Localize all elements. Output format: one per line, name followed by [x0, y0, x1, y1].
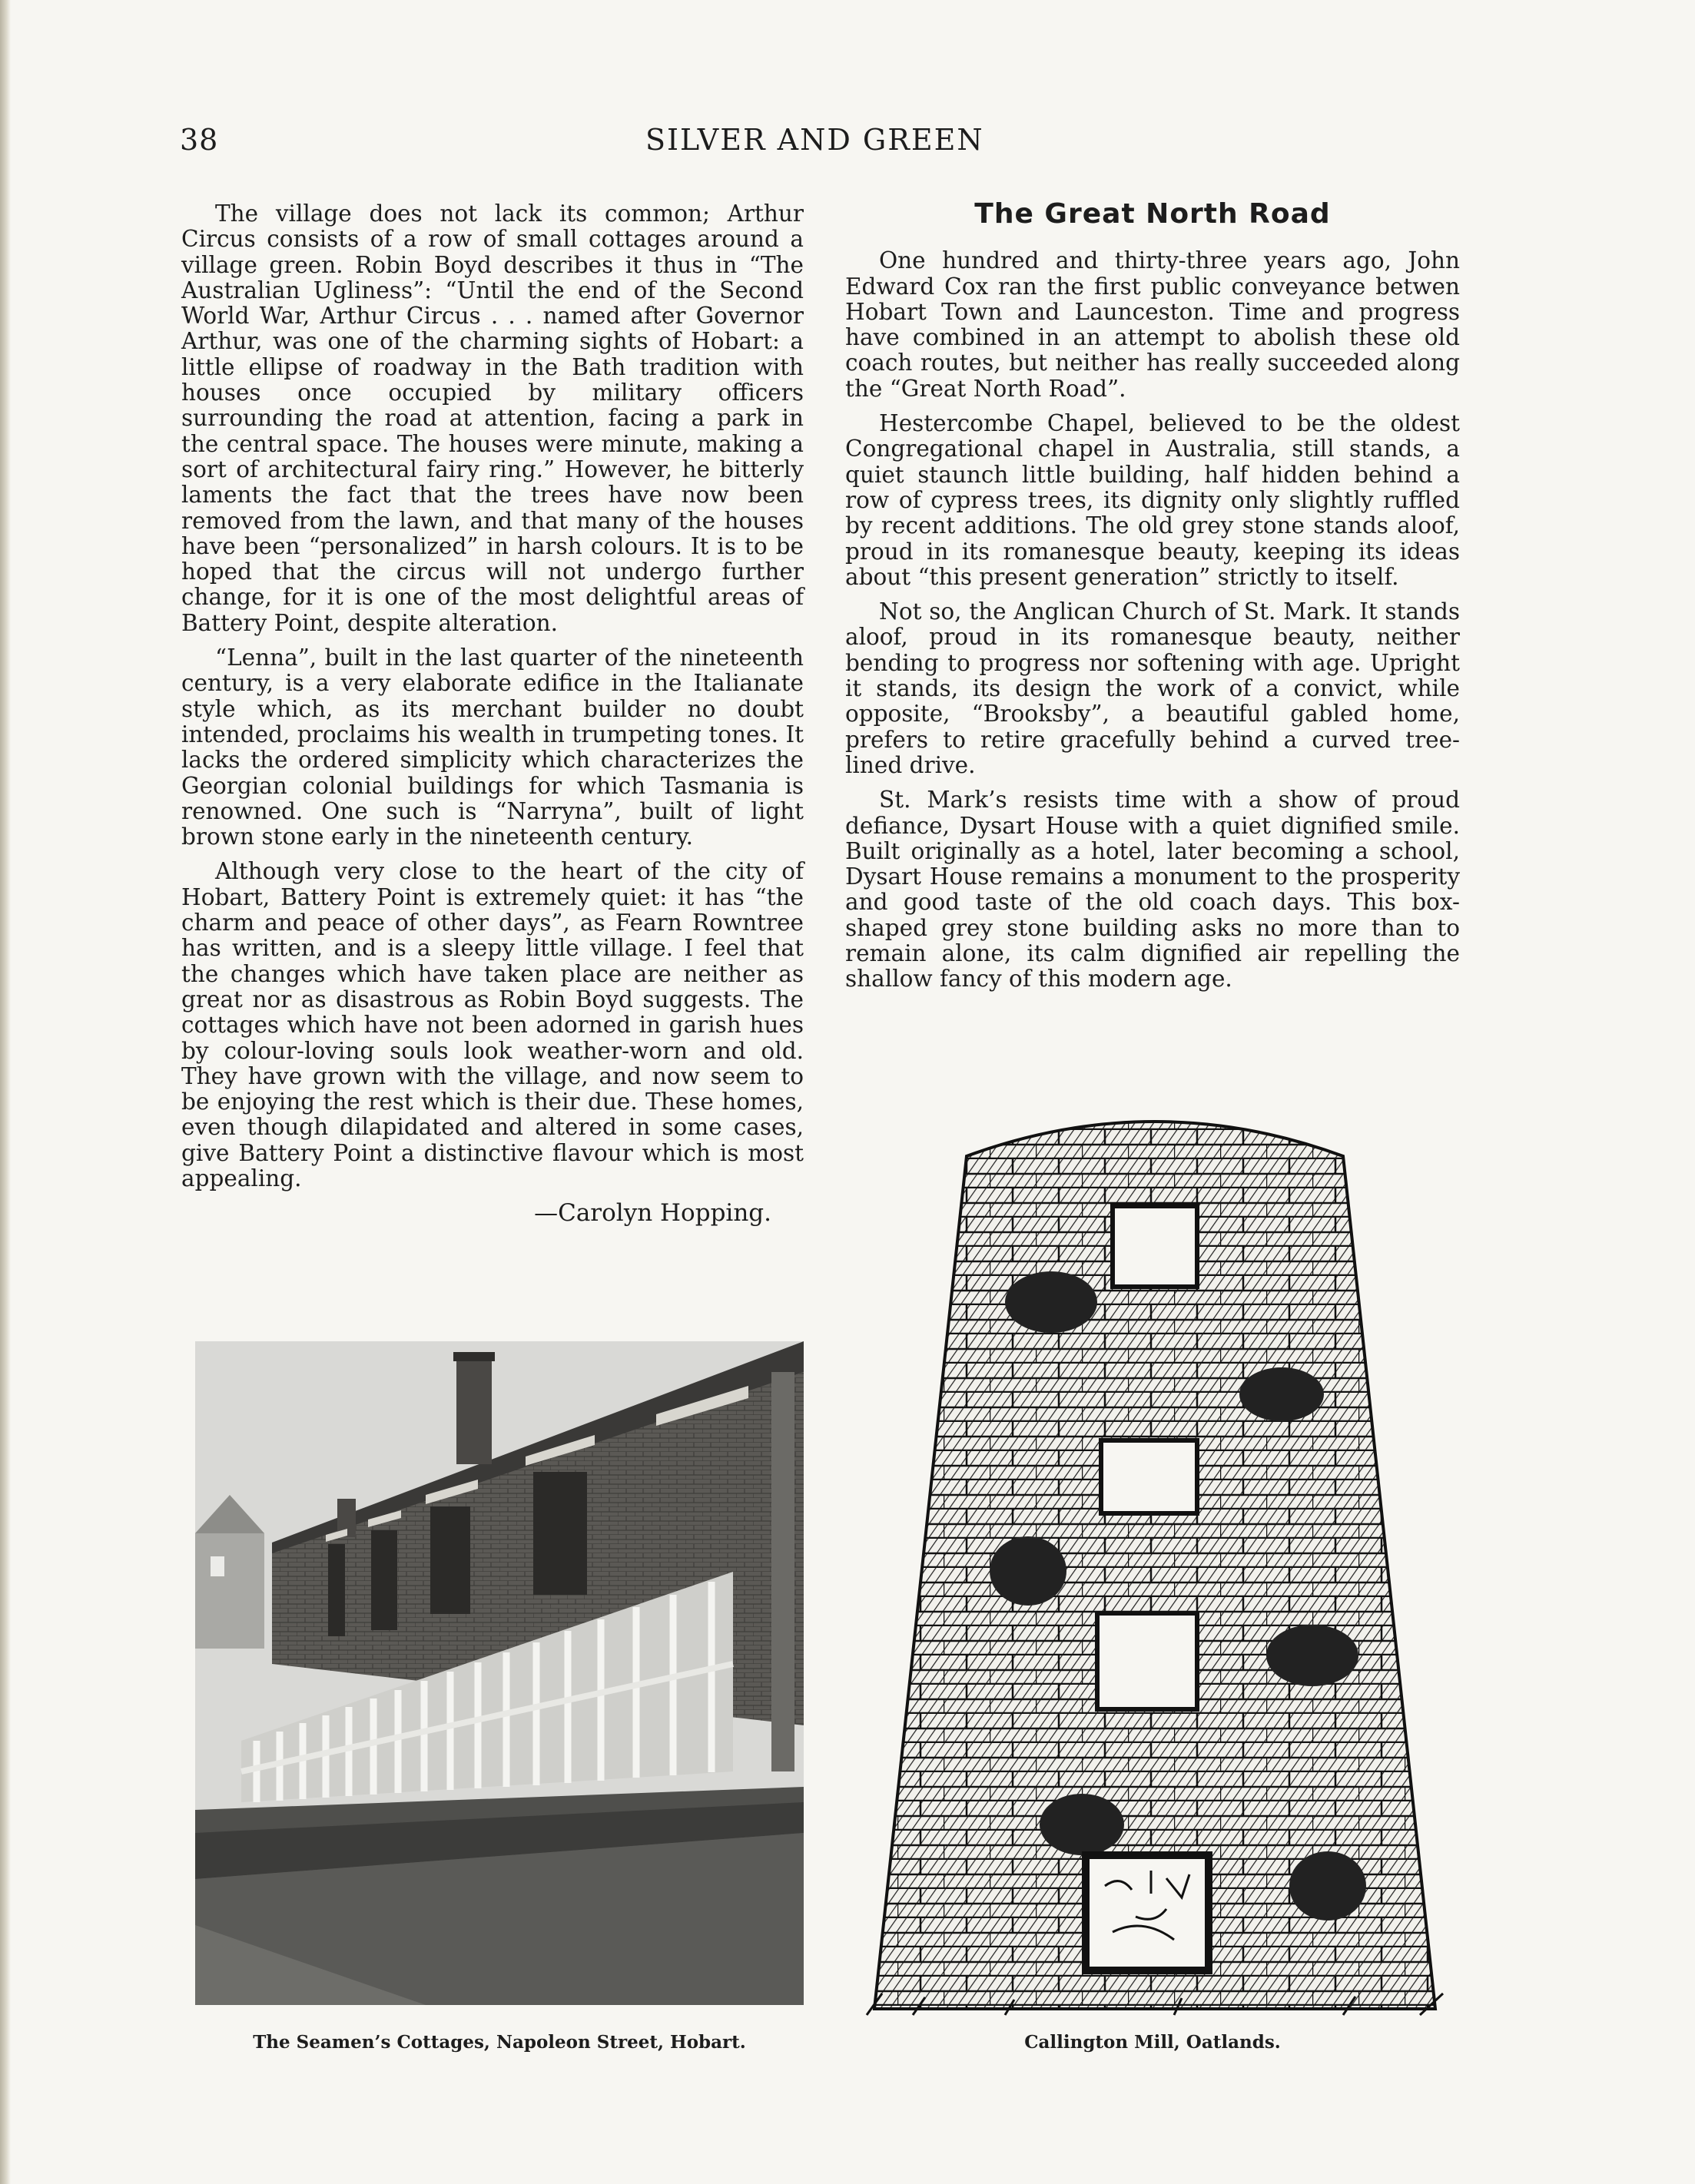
photo-caption: The Seamen’s Cottages, Napoleon Street, Hobart.: [253, 2032, 746, 2053]
drawing-caption: Callington Mill, Oatlands.: [1024, 2032, 1281, 2053]
right-article-column: [845, 198, 1460, 1002]
cottages-photo: [195, 1341, 804, 2005]
left-article-column: [181, 201, 804, 1227]
mill-drawing: [851, 1072, 1458, 2017]
article-paragraph: Hestercombe Chapel, believed to be the oldest Congregational chapel in Australia, still stands, a quiet staunch little building, half hidden behind a row of cypress trees, its dignity only slightly ruffled by recent additions. The old grey stone stands aloof, proud in its romanesque beauty, keeping its ideas about “this present generation” strictly to itself.: [845, 410, 1460, 590]
article-paragraph: Although very close to the heart of the city of Hobart, Battery Point is extremely quiet: it has “the charm and peace of other days”, as Fearn Rowntree has written, and is a sleepy little village. I feel that the changes which have taken place are neither as great nor as disastrous as Robin Boyd suggests. The cottages which have not been adorned in garish hues by colour-loving souls look weather-worn and old. They have grown with the village, and now seem to be enjoying the rest which is their due. These homes, even though dilapidated and altered in some cases, give Battery Point a distinctive flavour which is most appealing.: [181, 858, 804, 1191]
section-heading: The Great North Road: [974, 198, 1331, 230]
article-paragraph: St. Mark’s resists time with a show of proud defiance, Dysart House with a quiet dignified smile. Built originally as a hotel, later becoming a school, Dysart House remains a monument to the prosperity and good taste of the old coach days. This box-shaped grey stone building asks no more than to remain alone, its calm dignified air repelling the shallow fancy of this modern age.: [845, 787, 1460, 993]
article-paragraph: The village does not lack its common; Arthur Circus consists of a row of small cottages around a village green. Robin Boyd describes it thus in “The Australian Ugliness”: “Until the end of the Second World War, Arthur Circus . . . named after Governor Arthur, was one of the charming sights of Hobart: a little ellipse of roadway in the Bath tradition with houses once occupied by military officers surrounding the road at attention, facing a park in the central space. The houses were minute, making a sort of architectural fairy ring.” However, he bitterly laments the fact that the trees have now been removed from the lawn, and that many of the houses have been “personalized” in harsh colours. It is to be hoped that the circus will not undergo further change, for it is one of the most delightful areas of Battery Point, despite alteration.: [181, 201, 804, 636]
article-paragraph: Not so, the Anglican Church of St. Mark. It stands aloof, proud in its romanesque beauty, neither bending to progress nor softening with age. Upright it stands, its design the work of a convict, while opposite, “Brooksby”, a beautiful gabled home, prefers to retire gracefully behind a curved tree-lined drive.: [845, 598, 1460, 778]
book-spine-edge: [0, 0, 11, 2184]
author-signature: —Carolyn Hopping.: [534, 1199, 771, 1228]
running-title: SILVER AND GREEN: [645, 123, 984, 157]
article-paragraph: “Lenna”, built in the last quarter of the nineteenth century, is a very elaborate edifice in the Italianate style which, as its merchant builder no doubt intended, proclaims his wealth in trumpeting tones. It lacks the ordered simplicity which characterizes the Georgian colonial buildings for which Tasmania is renowned. One such is “Narryna”, built of light brown stone early in the nineteenth century.: [181, 645, 804, 850]
page-number: 38: [180, 123, 219, 157]
article-paragraph: One hundred and thirty-three years ago, John Edward Cox ran the first public conveyance betwen Hobart Town and Launceston. Time and progress have combined in an attempt to abolish these old coach routes, but neither has really succeeded along the “Great North Road”.: [845, 247, 1460, 402]
